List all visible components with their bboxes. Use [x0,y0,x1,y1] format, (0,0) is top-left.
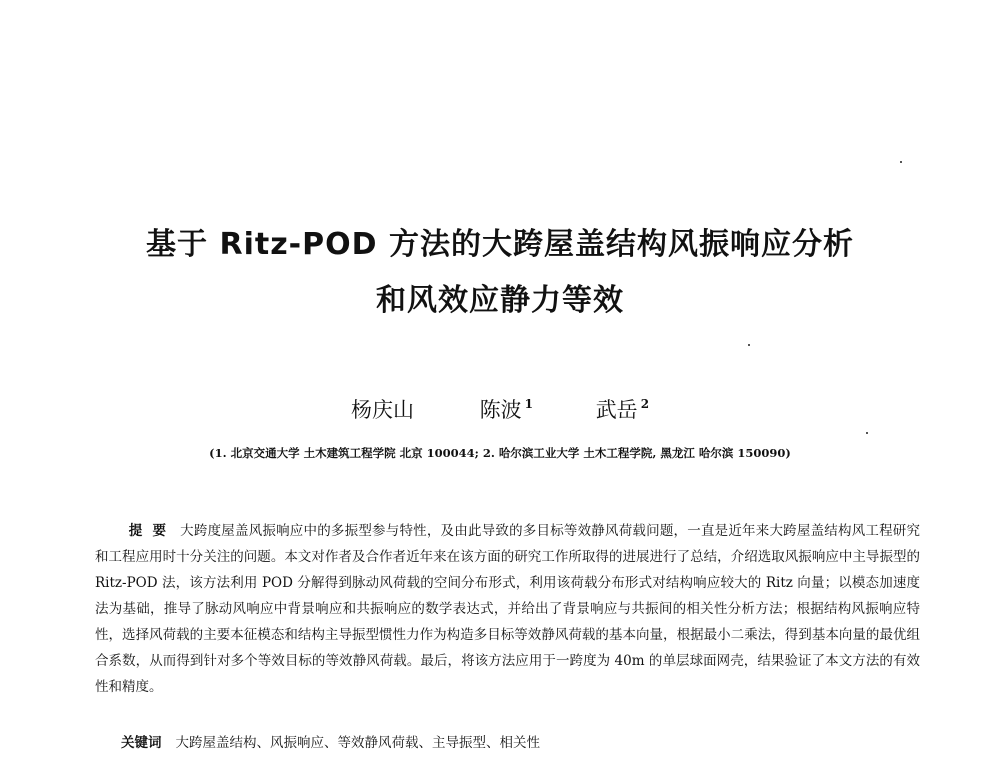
author [480,390,533,424]
author-affiliation-mark: 1 [524,397,533,411]
abstract-text: 大跨度屋盖风振响应中的多振型参与特性，及由此导致的多目标等效静风荷载问题，一直是近年来大跨屋盖结构风工程研究和工程应用时十分关注的问题。本文对作者及合作者近年来在该方面的研究工作所取得的进展进行了总结，介绍选取风振响应中主导振型的 Ritz-POD 法，该方法利用 POD 分解得到脉动风荷载的空间分布形式，利用该荷载分布形式对结构响应较大的 Ritz 向量；以模态加速度法为基础，推导了脉动风响应中背景响应和共振响应的数学表达式，并给出了背景响应与共振间的相关性分析方法；根据结构风振响应特性，选择风荷载的主要本征模态和结构主导振型惯性力作为构造多目标等效静风荷载的基本向量，根据最小二乘法，得到基本向量的最优组合系数，从而得到针对多个等效目标的等效静风荷载。最后，将该方法应用于一跨度为 40m 的单层球面网壳，结果验证了本文方法的有效性和精度。 [95,523,921,695]
author-name: 武岳 [595,398,638,422]
keywords [121,733,921,753]
keywords-text: 大跨屋盖结构、风振响应、等效静风荷载、主导振型、相关性 [175,735,540,751]
author-affiliation-mark: 2 [640,397,650,411]
scan-speck [748,344,750,346]
keywords-label: 关键词 [121,735,162,751]
author [596,390,649,424]
author-name: 陈波 [479,398,522,422]
paper-title-line2: 和风效应静力等效 [376,283,624,318]
paper-title-line1: 基于 Ritz-POD 方法的大跨屋盖结构风振响应分析 [146,227,854,262]
scan-speck [866,432,868,434]
author [351,390,417,424]
author-name: 杨庆山 [350,398,414,422]
abstract-label: 提要 [128,523,177,539]
abstract [95,518,920,700]
author-list [0,390,1000,424]
affiliation: (1. 北京交通大学 土木建筑工程学院 北京 100044; 2. 哈尔滨工业大学 土木工程学院, 黑龙江 哈尔滨 150090) [209,446,791,460]
scan-speck [900,161,902,163]
